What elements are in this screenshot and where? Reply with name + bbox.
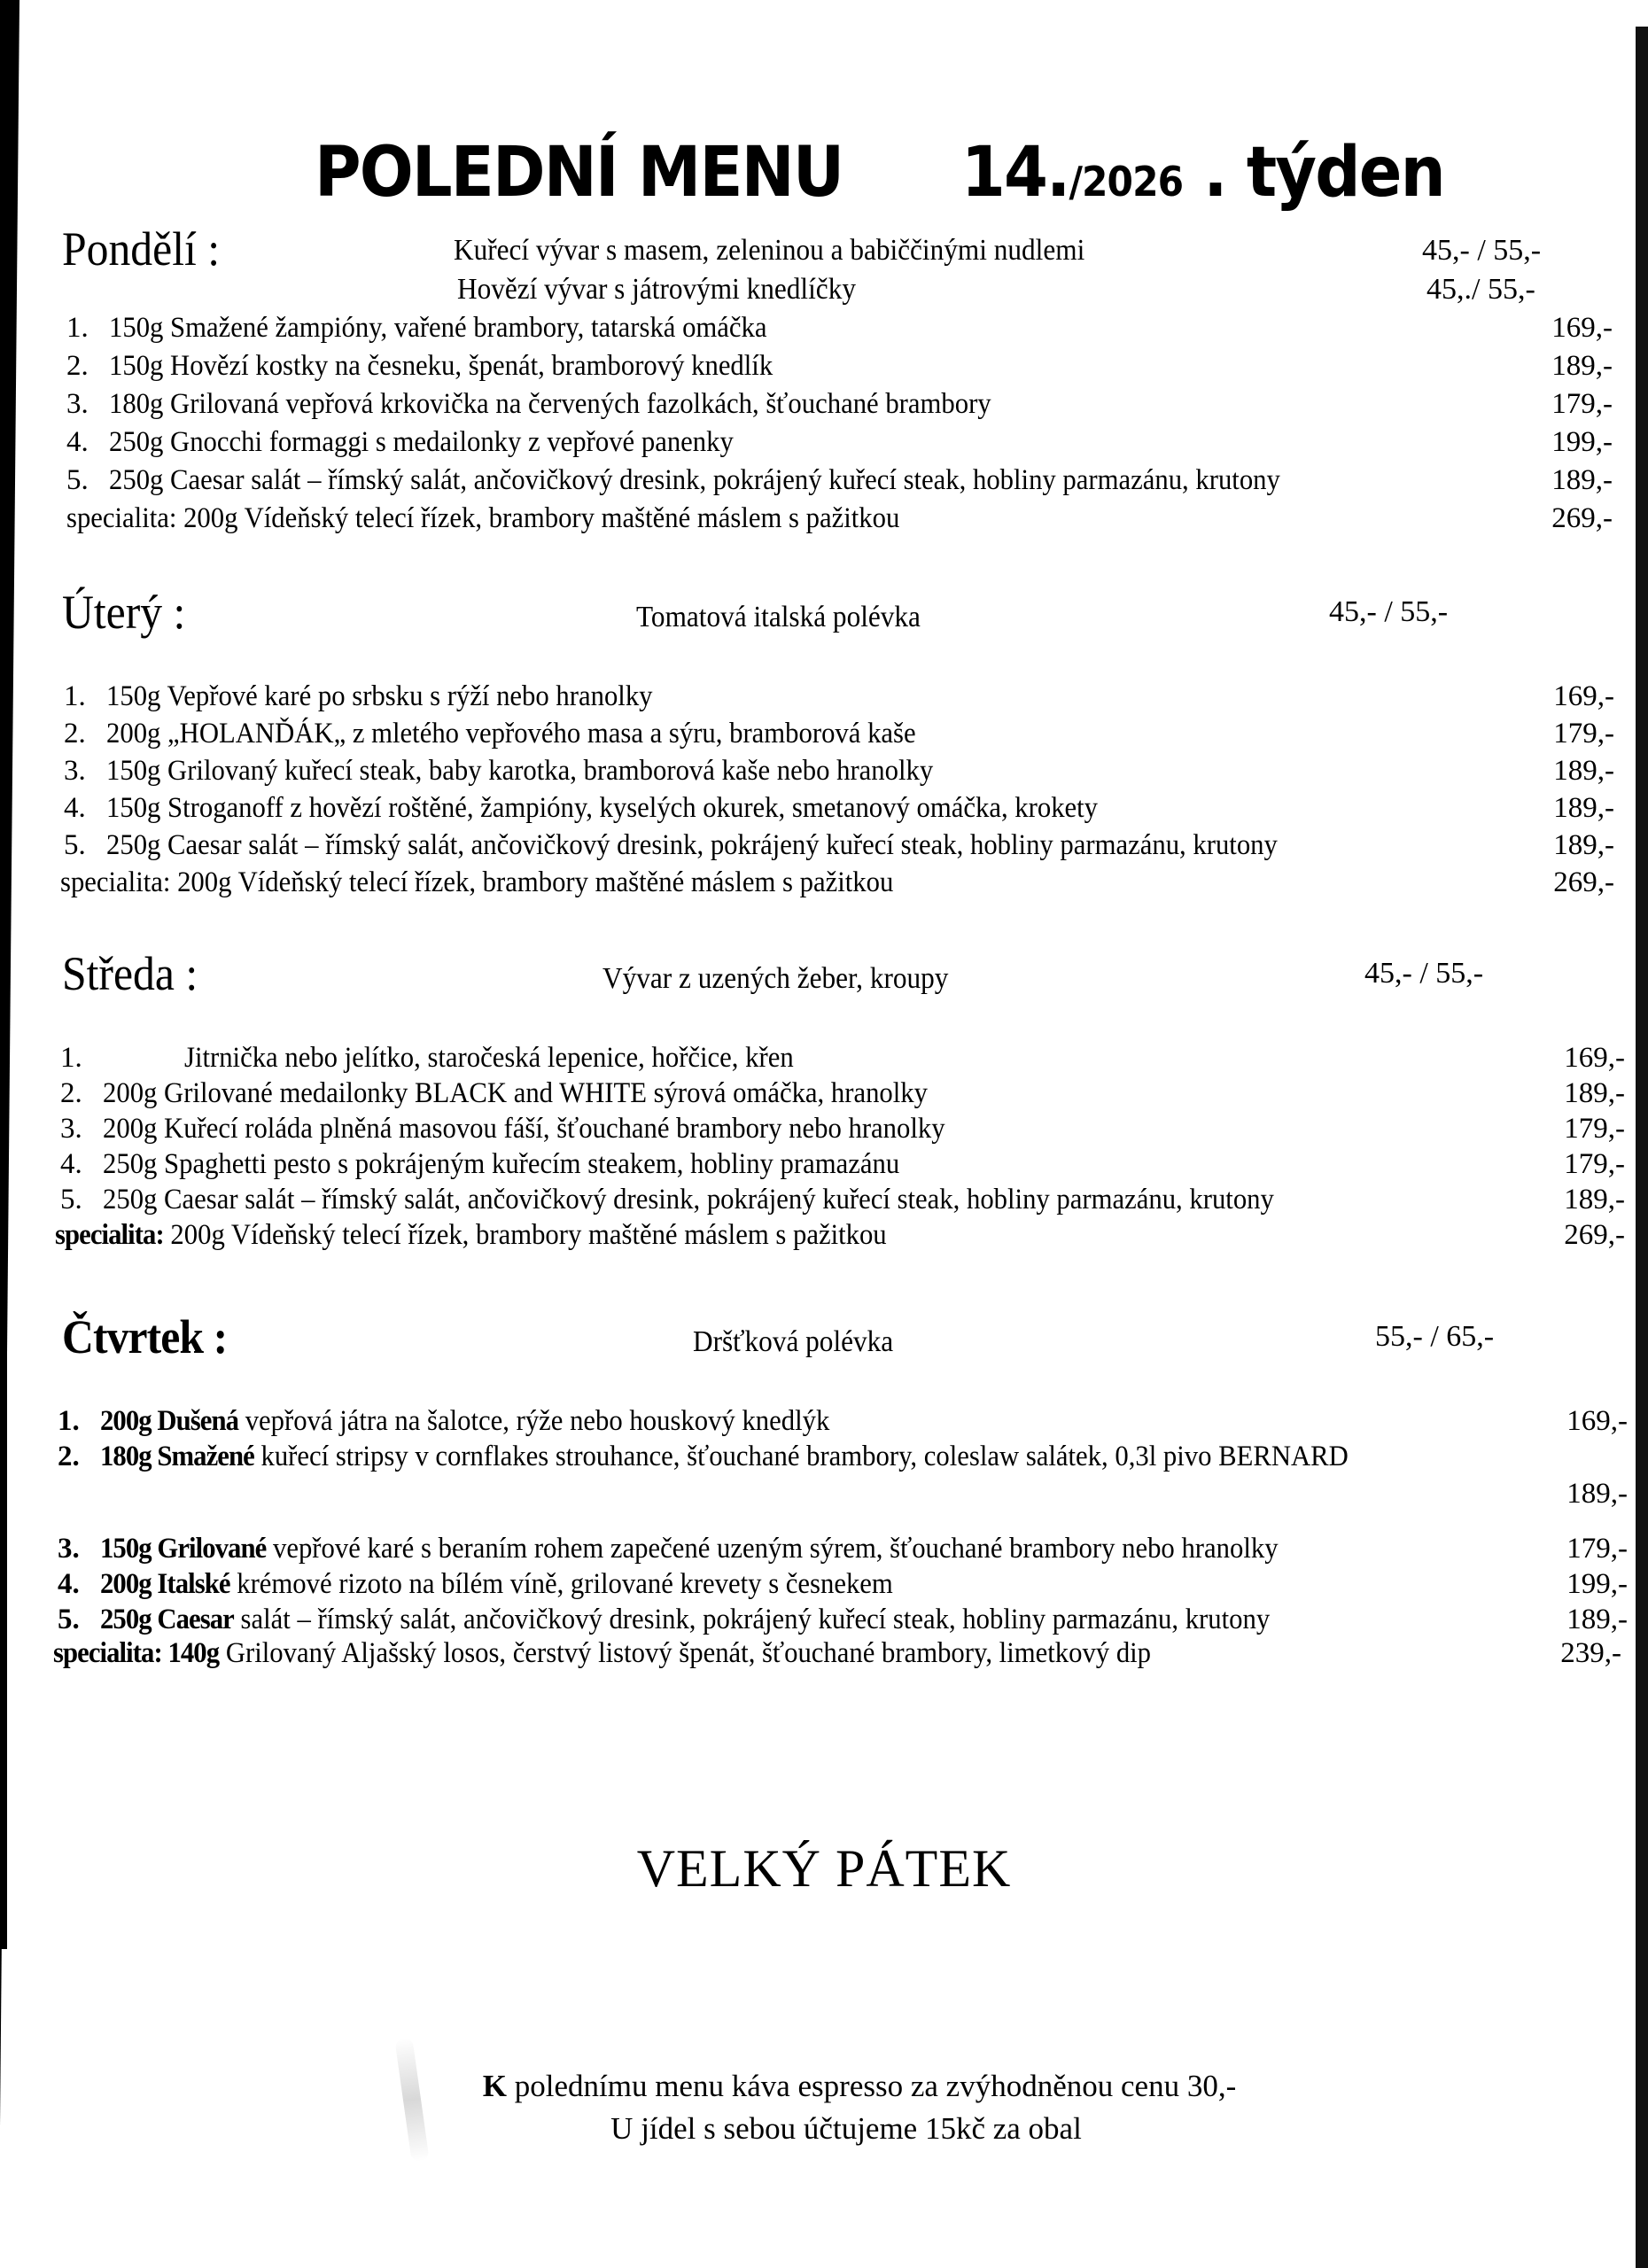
takeaway-fee-note: U jídel s sebou účtujeme 15kč za obal bbox=[610, 2111, 1082, 2146]
menu-item bbox=[66, 350, 1613, 385]
menu-special bbox=[66, 502, 1613, 538]
item-price: 189,- bbox=[1553, 829, 1614, 861]
item-description bbox=[100, 1533, 1279, 1565]
special-label: specialita: 140g bbox=[53, 1637, 220, 1669]
item-price: 189,- bbox=[1553, 755, 1614, 787]
item-price: 189,- bbox=[1551, 350, 1613, 382]
item-price: 179,- bbox=[1564, 1113, 1625, 1145]
item-number: 5. bbox=[60, 1184, 82, 1216]
menu-item bbox=[60, 1184, 1625, 1219]
item-description: 150g Stroganoff z hovězí roštěné, žampióny, kyselých okurek, smetanový omáčka, krokety bbox=[106, 792, 1099, 824]
item-price: 179,- bbox=[1553, 718, 1614, 750]
special-price: 269,- bbox=[1553, 866, 1614, 898]
menu-item bbox=[60, 1113, 1625, 1148]
item-price: 169,- bbox=[1551, 312, 1613, 344]
item-price: 169,- bbox=[1566, 1405, 1628, 1437]
menu-item bbox=[58, 1405, 1628, 1441]
soup-price: 45,./ 55,- bbox=[1426, 273, 1535, 306]
soup-name: Kuřecí vývar s masem, zeleninou a babiččinými nudlemi bbox=[454, 234, 1085, 267]
friday-holiday-notice: VELKÝ PÁTEK bbox=[636, 1839, 1012, 1898]
coffee-offer-note bbox=[0, 2069, 1648, 2104]
special-description bbox=[53, 1637, 1151, 1670]
menu-item bbox=[66, 426, 1613, 462]
item-number: 5. bbox=[64, 829, 86, 861]
item-highlight: 200g Italské bbox=[100, 1568, 230, 1600]
menu-item bbox=[64, 680, 1614, 716]
item-price: 189,- bbox=[1551, 464, 1613, 496]
menu-item-price-wrap bbox=[58, 1478, 1628, 1513]
special-text: 200g Vídeňský telecí řízek, brambory maštěné máslem s pažitkou bbox=[163, 1219, 887, 1251]
menu-item bbox=[64, 792, 1614, 827]
menu-item bbox=[64, 829, 1614, 865]
soup-name: Hovězí vývar s játrovými knedlíčky bbox=[457, 273, 856, 306]
menu-item bbox=[58, 1533, 1628, 1568]
soup-price: 45,- / 55,- bbox=[1364, 957, 1484, 990]
item-number: 1. bbox=[66, 312, 89, 344]
item-description: 250g Caesar salát – římský salát, ančovičkový dresink, pokrájený kuřecí steak, hobliny parmazánu, krutony bbox=[106, 829, 1278, 861]
menu-item bbox=[66, 388, 1613, 423]
menu-item bbox=[66, 312, 1613, 347]
soup-name: Vývar z uzených žeber, kroupy bbox=[602, 962, 949, 995]
item-number: 3. bbox=[64, 755, 86, 787]
page-edge-shadow-right bbox=[1636, 27, 1648, 2268]
menu-item bbox=[58, 1441, 1628, 1476]
item-number: 4. bbox=[64, 792, 86, 824]
item-number: 3. bbox=[58, 1533, 80, 1565]
item-number: 2. bbox=[60, 1077, 82, 1109]
special-text: Grilovaný Aljašský losos, čerstvý listový špenát, šťouchané brambory, limetkový dip bbox=[219, 1637, 1152, 1669]
day-heading: Pondělí : bbox=[62, 222, 221, 276]
menu-item bbox=[58, 1568, 1628, 1604]
item-number: 4. bbox=[58, 1568, 80, 1600]
menu-item bbox=[60, 1077, 1625, 1113]
item-description: 150g Hovězí kostky na česneku, špenát, bramborový knedlík bbox=[109, 350, 773, 382]
week-year: /2026 bbox=[1069, 158, 1184, 206]
item-description: 200g Kuřecí roláda plněná masovou fáší, šťouchané brambory nebo hranolky bbox=[103, 1113, 945, 1145]
soup-name: Dršťková polévka bbox=[693, 1325, 894, 1358]
item-description: 180g Grilovaná vepřová krkovička na červených fazolkách, šťouchané brambory bbox=[109, 388, 991, 420]
soup-price: 45,- / 55,- bbox=[1422, 234, 1542, 267]
special-description: specialita: 200g Vídeňský telecí řízek, brambory maštěné máslem s pažitkou bbox=[60, 866, 894, 898]
soup-price: 45,- / 55,- bbox=[1329, 595, 1449, 628]
item-text: salát – římský salát, ančovičkový dresink, pokrájený kuřecí steak, hobliny parmazánu, krutony bbox=[233, 1604, 1271, 1635]
item-description bbox=[100, 1441, 1349, 1473]
special-label: specialita: bbox=[55, 1219, 164, 1251]
item-text: kuřecí stripsy v cornflakes strouhance, šťouchané brambory, coleslaw salátek, 0,3l pivo BERNARD bbox=[253, 1441, 1349, 1472]
menu-special bbox=[60, 866, 1614, 902]
item-description: 250g Spaghetti pesto s pokrájeným kuřecím steakem, hobliny pramazánu bbox=[103, 1148, 900, 1180]
soup-name: Tomatová italská polévka bbox=[636, 601, 921, 633]
menu-title bbox=[315, 133, 1444, 213]
item-price: 199,- bbox=[1566, 1568, 1628, 1600]
item-text: vepřová játra na šalotce, rýže nebo houskový knedlýk bbox=[238, 1405, 830, 1437]
menu-item bbox=[64, 755, 1614, 790]
item-price: 179,- bbox=[1566, 1533, 1628, 1565]
item-number: 1. bbox=[58, 1405, 80, 1437]
item-number: 3. bbox=[66, 388, 89, 420]
item-price: 189,- bbox=[1553, 792, 1614, 824]
special-price: 269,- bbox=[1551, 502, 1613, 534]
item-text: vepřové karé s beraním rohem zapečené uzeným sýrem, šťouchané brambory nebo hranolky bbox=[266, 1533, 1279, 1565]
item-description: 200g „HOLANĎÁK„ z mletého vepřového masa a sýru, bramborová kaše bbox=[106, 718, 916, 750]
item-text: krémové rizoto na bílém víně, grilované krevety s česnekem bbox=[229, 1568, 893, 1600]
item-description: 250g Caesar salát – římský salát, ančovičkový dresink, pokrájený kuřecí steak, hobliny parmazánu, krutony bbox=[103, 1184, 1274, 1216]
item-description: 250g Caesar salát – římský salát, ančovičkový dresink, pokrájený kuřecí steak, hobliny parmazánu, krutony bbox=[109, 464, 1280, 496]
item-description bbox=[100, 1568, 893, 1601]
item-price: 179,- bbox=[1564, 1148, 1625, 1180]
special-description: specialita: 200g Vídeňský telecí řízek, brambory maštěné máslem s pažitkou bbox=[66, 502, 900, 534]
item-number: 2. bbox=[58, 1441, 80, 1472]
item-number: 4. bbox=[66, 426, 89, 458]
special-price: 239,- bbox=[1560, 1637, 1621, 1669]
item-number: 2. bbox=[64, 718, 86, 750]
coffee-offer-text: polednímu menu káva espresso za zvýhodněnou cenu 30,- bbox=[506, 2069, 1237, 2103]
item-number: 5. bbox=[66, 464, 89, 496]
item-description: 150g Smažené žampióny, vařené brambory, tatarská omáčka bbox=[109, 312, 767, 344]
item-description bbox=[100, 1405, 829, 1438]
item-description bbox=[100, 1604, 1270, 1636]
coffee-offer-initial: K bbox=[482, 2069, 507, 2103]
item-price: 189,- bbox=[1564, 1184, 1625, 1216]
item-description: 150g Grilovaný kuřecí steak, baby karotka, bramborová kaše nebo hranolky bbox=[106, 755, 934, 787]
item-description: 150g Vepřové karé po srbsku s rýží nebo hranolky bbox=[106, 680, 653, 712]
item-price: 189,- bbox=[1564, 1077, 1625, 1109]
week-number: 14. bbox=[960, 133, 1069, 213]
menu-item bbox=[60, 1042, 1625, 1077]
menu-special bbox=[53, 1637, 1621, 1673]
week-label bbox=[961, 133, 1444, 213]
item-number: 5. bbox=[58, 1604, 80, 1635]
item-number: 1. bbox=[64, 680, 86, 712]
item-price: 189,- bbox=[1566, 1478, 1628, 1510]
item-price: 199,- bbox=[1551, 426, 1613, 458]
special-description bbox=[55, 1219, 887, 1252]
page-edge-shadow-left-strip bbox=[0, 0, 7, 1949]
item-number: 1. bbox=[60, 1042, 82, 1074]
item-price: 169,- bbox=[1564, 1042, 1625, 1074]
item-number: 2. bbox=[66, 350, 89, 382]
item-price: 169,- bbox=[1553, 680, 1614, 712]
item-description: 200g Grilované medailonky BLACK and WHITE sýrová omáčka, hranolky bbox=[103, 1077, 929, 1109]
item-highlight: 150g Grilované bbox=[100, 1533, 267, 1565]
item-highlight: 250g Caesar bbox=[100, 1604, 234, 1635]
item-description: 250g Gnocchi formaggi s medailonky z vepřové panenky bbox=[109, 426, 734, 458]
day-heading: Středa : bbox=[62, 947, 198, 1000]
item-number: 3. bbox=[60, 1113, 82, 1145]
week-suffix: . týden bbox=[1183, 133, 1444, 213]
day-heading: Úterý : bbox=[62, 586, 186, 639]
special-price: 269,- bbox=[1564, 1219, 1625, 1251]
menu-item bbox=[64, 718, 1614, 753]
day-heading: Čtvrtek : bbox=[62, 1310, 228, 1363]
menu-item bbox=[66, 464, 1613, 500]
item-highlight: 180g Smažené bbox=[100, 1441, 254, 1472]
item-number: 4. bbox=[60, 1148, 82, 1180]
item-description: Jitrnička nebo jelítko, staročeská lepenice, hořčice, křen bbox=[184, 1042, 794, 1074]
soup-price: 55,- / 65,- bbox=[1375, 1320, 1495, 1353]
menu-title-text: POLEDNÍ MENU bbox=[315, 133, 843, 213]
item-price: 179,- bbox=[1551, 388, 1613, 420]
item-price: 189,- bbox=[1566, 1604, 1628, 1635]
menu-special bbox=[55, 1219, 1625, 1254]
item-highlight: 200g Dušená bbox=[100, 1405, 239, 1437]
menu-item bbox=[60, 1148, 1625, 1184]
menu-item bbox=[58, 1604, 1628, 1639]
